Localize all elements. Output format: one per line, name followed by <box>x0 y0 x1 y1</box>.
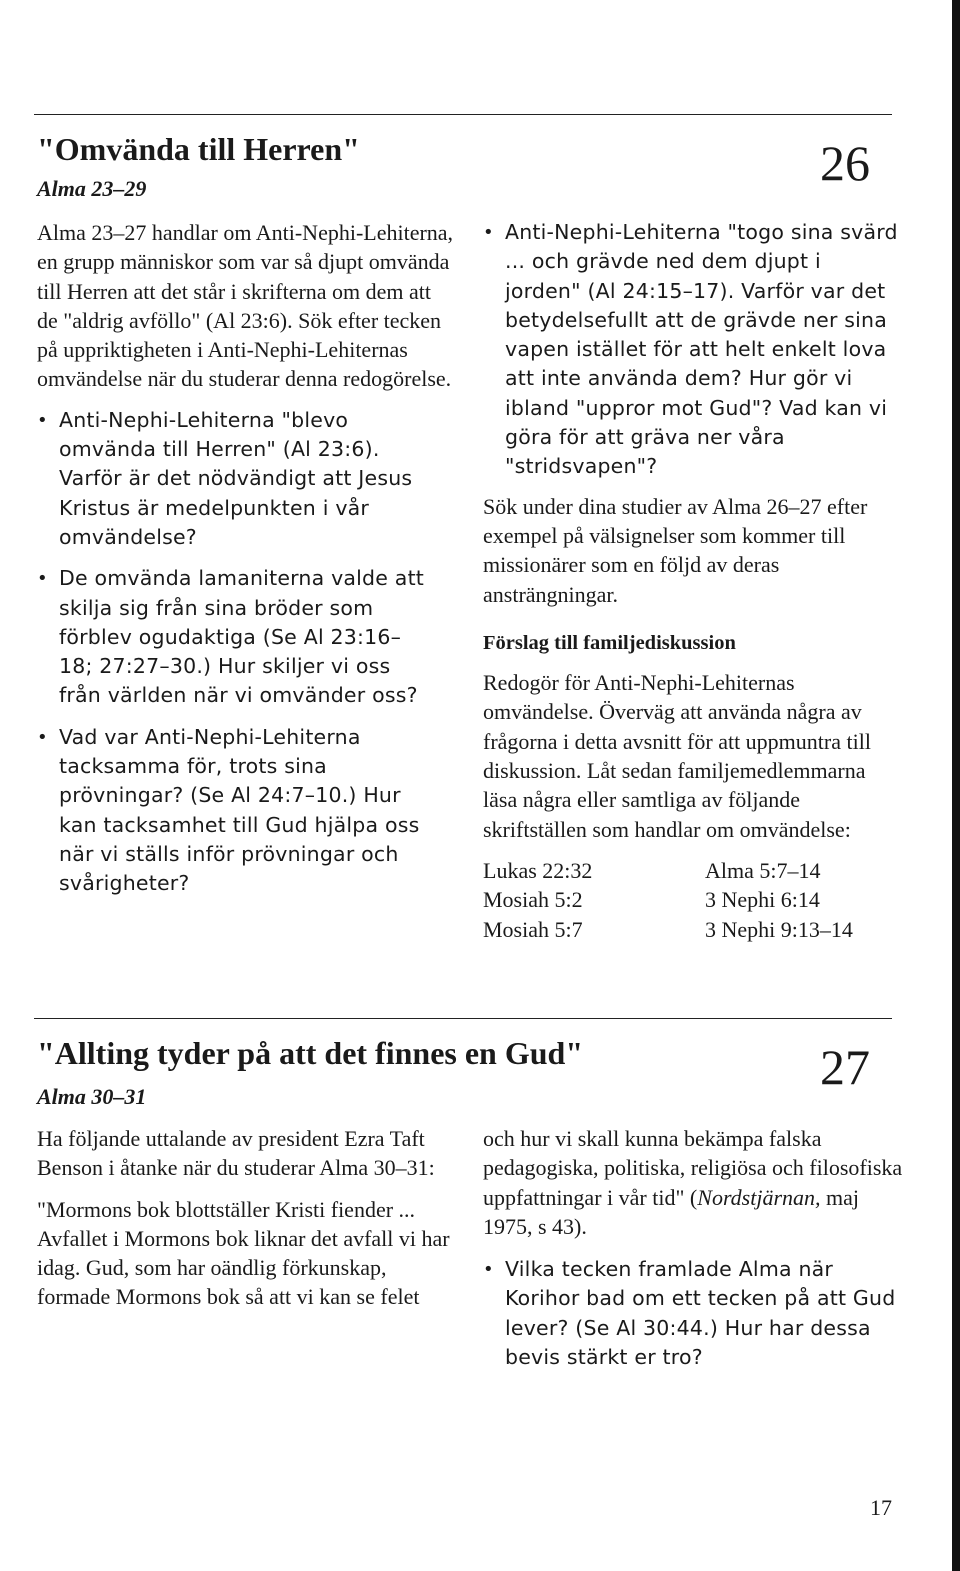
lesson-27-rule <box>34 1018 892 1019</box>
bullet-item: • Vad var Anti-Nephi-Lehiterna tacksamma för, trots sina prövningar? (Se Al 24:7–10.) Hur kan tacksamhet till Gud hjälpa oss när vi ställs inför prövningar och svårigheter? <box>37 723 427 899</box>
lesson-26-study-note: Sök under dina studier av Alma 26–27 efter exempel på välsignelser som kommer till missionärer som en följd av deras ansträngningar. <box>483 493 868 607</box>
lesson-26-scripture-reference: Alma 23–29 <box>37 176 147 201</box>
page-number: 17 <box>870 1495 892 1520</box>
scripture-reference: Lukas 22:32 <box>483 857 593 883</box>
family-discussion-heading: Förslag till familjediskussion <box>483 631 736 654</box>
quote-continuation: och hur vi skall kunna bekämpa falska pedagogiska, politiska, religiösa och filosofiska uppfattningar i vår tid" ( <box>483 1126 903 1210</box>
lesson-27-title: "Allting tyder på att det finnes en Gud" <box>37 1035 584 1071</box>
scripture-reference-list <box>483 856 903 944</box>
lesson-26-title: "Omvända till Herren" <box>37 131 360 167</box>
lesson-27-left-column <box>37 1124 455 1312</box>
lesson-26-intro: Alma 23–27 handlar om Anti-Nephi-Lehiterna, en grupp människor som var så djupt omvända till Herren att det står i skrifterna om dem att de "aldrig avföllo" (Al 23:6). Sök efter tecken på uppriktigheten i Anti-Nephi-Lehiternas omvändelse när du studerar denna redogörelse. <box>37 220 454 392</box>
source-citation: maj 1975, s 43). <box>483 1184 860 1239</box>
scripture-reference: 3 Nephi 6:14 <box>705 887 820 913</box>
benson-quote: "Mormons bok blottställer Kristi fiender ... Avfallet i Mormons bok liknar det avfall vi har idag. Gud, som har oändlig förkunskap, formade Mormons bok så att vi kan se felet <box>37 1196 450 1310</box>
lesson-26-right-column <box>483 218 903 944</box>
family-discussion-text: Redogör för Anti-Nephi-Lehiternas omvändelse. Överväg att använda några av frågorna i detta avsnitt för att uppmuntra till diskussion. Låt sedan familjemedlemmarna läsa några eller samtliga av följande skriftställen som handlar om omvändelse: <box>483 670 871 842</box>
lesson-27-intro: Ha följande uttalande av president Ezra Taft Benson i åtanke när du studerar Alma 30–31: <box>37 1126 435 1181</box>
lesson-27-number: 27 <box>820 1039 870 1095</box>
scripture-reference: Mosiah 5:7 <box>483 916 583 942</box>
scripture-reference: Alma 5:7–14 <box>705 857 821 883</box>
page-edge-bar <box>952 0 960 1571</box>
lesson-26-bullet-list-right <box>483 218 903 482</box>
lesson-27-bullet-list <box>483 1255 903 1372</box>
lesson-26-number: 26 <box>820 135 870 191</box>
source-title: Nordstjärnan, <box>697 1184 821 1210</box>
bullet-item: • Anti-Nephi-Lehiterna "togo sina svärd ... och grävde ned dem djupt i jorden" (Al 24:15–17). Varför var det betydelsefullt att de grävde ner sina vapen istället för att helt enkelt lova att inte använda dem? Hur gör vi ibland "uppror mot Gud"? Vad kan vi göra för att gräva ner våra "stridsvapen"? <box>483 218 903 482</box>
benson-quote-continued <box>483 1124 903 1241</box>
lesson-27-scripture-reference: Alma 30–31 <box>37 1084 147 1109</box>
scripture-reference: Mosiah 5:2 <box>483 887 583 913</box>
lesson-26-bullet-list-left <box>37 406 427 899</box>
bullet-item: • De omvända lamaniterna valde att skilja sig från sina bröder som förblev ogudaktiga (Se Al 23:16–18; 27:27–30.) Hur skiljer vi oss från världen när vi omvänder oss? <box>37 564 427 710</box>
lesson-27-right-column <box>483 1124 903 1372</box>
lesson-26-left-column <box>37 218 455 899</box>
bullet-item: • Anti-Nephi-Lehiterna "blevo omvända till Herren" (Al 23:6). Varför är det nödvändigt att Jesus Kristus är medelpunkten i vår omvändelse? <box>37 406 427 552</box>
bullet-item: • Vilka tecken framlade Alma när Korihor bad om ett tecken på att Gud lever? (Se Al 30:44.) Hur har dessa bevis stärkt er tro? <box>483 1255 903 1372</box>
scripture-reference: 3 Nephi 9:13–14 <box>705 916 853 942</box>
lesson-26-rule <box>34 114 892 115</box>
